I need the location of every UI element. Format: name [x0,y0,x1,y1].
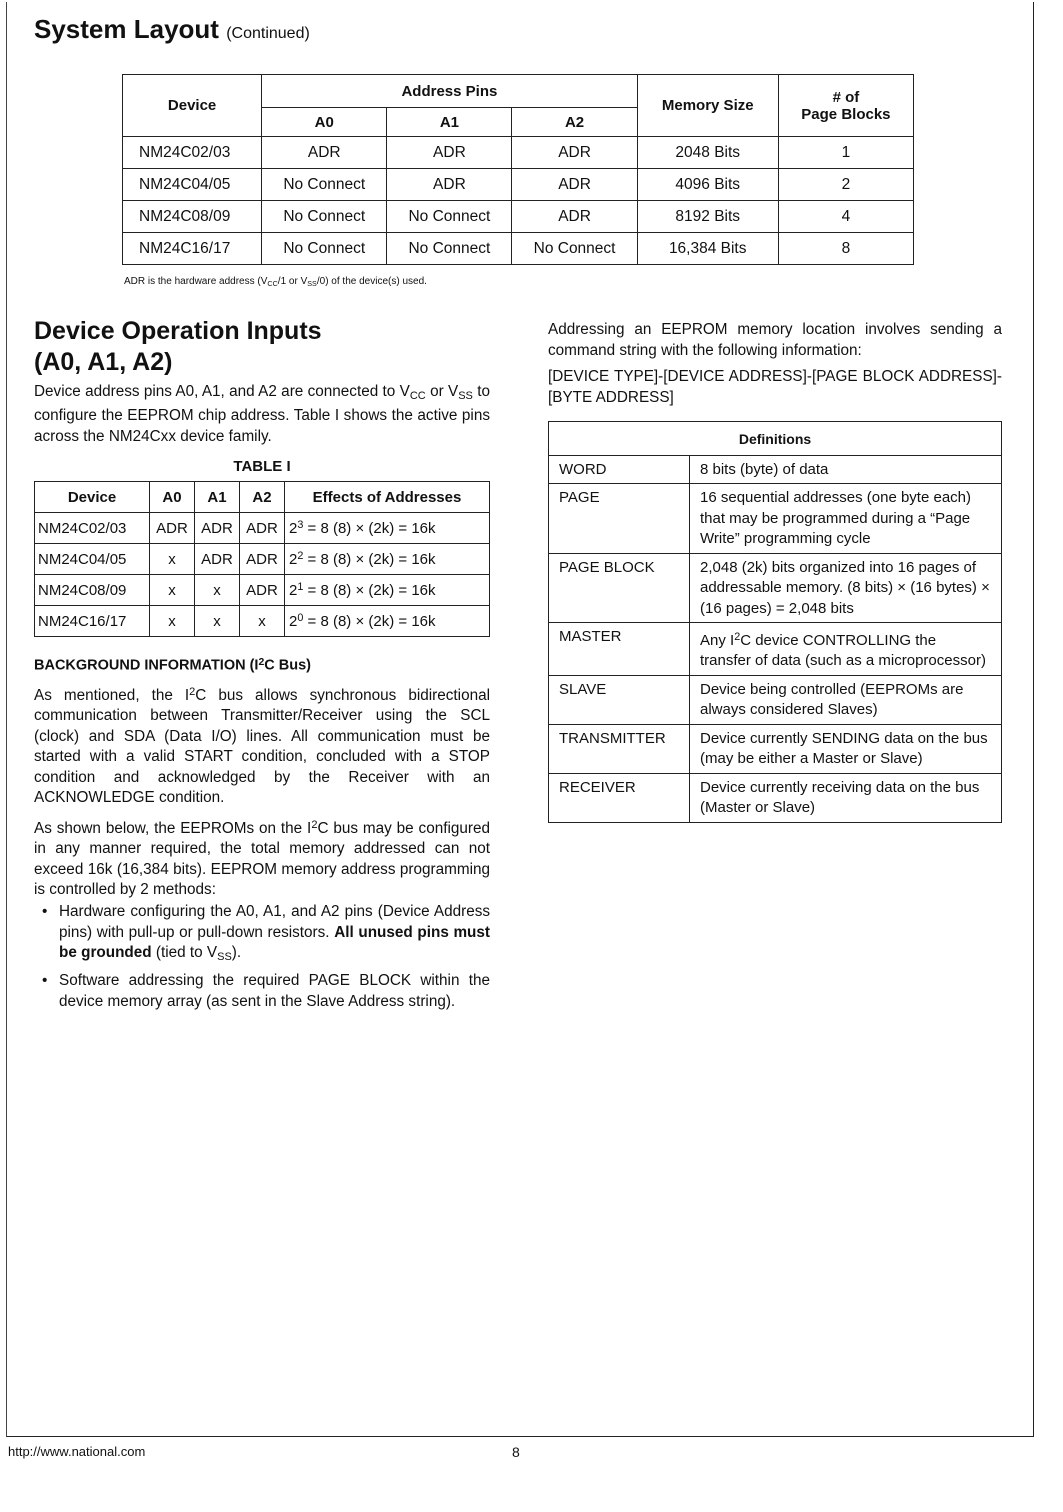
header-device: Device [123,75,262,137]
table-row: NM24C04/05 No Connect ADR ADR 4096 Bits 2 [123,169,914,201]
table-row: NM24C08/09 No Connect No Connect ADR 8192 Bits 4 [123,201,914,233]
table-row: RECEIVER Device currently receiving data on the bus (Master or Slave) [549,773,1002,822]
table-row: WORD 8 bits (byte) of data [549,455,1002,484]
table-row: SLAVE Device being controlled (EEPROMs are always considered Slaves) [549,675,1002,724]
table-footnote: ADR is the hardware address ($V_{CC}/1$ or $V_{SS}/0$) of the device(s) used. [124,276,427,288]
header-page-blocks: # of Page Blocks [778,75,913,137]
device-inputs-paragraph: Device address pins A0, A1, and A2 are connected to $V_{CC}$ or $V_{SS}$ to configure the EEPROM chip address. Table I shows the active pins across the NM24Cxx device family. [34,383,490,445]
header-address-pins: Address Pins [262,75,637,108]
table-row: NM24C16/17 No Connect No Connect No Connect 16,384 Bits 8 [123,233,914,265]
page-number: 8 [512,1444,520,1460]
list-item: • Hardware configuring the A0, A1, and A2 pins (Device Address pins) with pull-up or pull-down resistors. All unused pins must be grounded (tied to $V_{SS}$). [34,902,490,967]
table1-title: TABLE I [233,458,291,475]
table1: Device A0 A1 A2 Effects of Addresses NM24C02/03 ADR ADR ADR $2^3 = 8$ (8) × (2k) = 16k NM24C04/05 x ADR ADR $2^2 = 8$ (8) × (2k) = 16k NM24C08/09 x x ADR $2^1 = 8$ (8) × (2k) = 16k NM24C16/17 x x x $2^0 = 8$ (8) × (2k) = 16k [34,481,490,637]
header-a1: A1 [387,108,512,137]
methods-list [34,902,490,1016]
list-item: • Software addressing the required PAGE BLOCK within the device memory array (as sent in the Slave Address string). [34,971,490,1012]
table-row: TRANSMITTER Device currently SENDING data on the bus (may be either a Master or Slave) [549,724,1002,773]
background-heading: BACKGROUND INFORMATION ($I^2C$ Bus) [34,657,312,674]
table-row: PAGE 16 sequential addresses (one byte each) that may be programmed during a “Page Write” programming cycle [549,484,1002,554]
table-row: PAGE BLOCK 2,048 (2k) bits organized into 16 pages of addressable memory. (8 bits) × (16 bytes) × (16 pages) = 2,048 bits [549,553,1002,623]
definitions-table [548,421,1002,823]
table-row: NM24C02/03 ADR ADR ADR 2048 Bits 1 [123,137,914,169]
device-inputs-heading: Device Operation Inputs (A0, A1, A2) [34,317,322,376]
table-row: NM24C04/05 x ADR ADR $2^2 = 8$ (8) × (2k) = 16k [35,544,490,575]
header-memory-size: Memory Size [637,75,778,137]
definitions-title: Definitions [549,422,1002,456]
header-a0: A0 [262,108,387,137]
footer-url[interactable]: http://www.national.com [8,1444,146,1459]
background-paragraph-2: As shown below, the EEPROMs on the $I^2C$ bus may be configured in any manner required, the total memory addressed can not exceed 16k (16,384 bits). EEPROM memory address programming is controlled by 2 methods: [34,819,490,899]
table-row: MASTER Any $I^2C$ device CONTROLLING the transfer of data (such as a microprocessor) [549,623,1002,676]
table-row: NM24C02/03 ADR ADR ADR $2^3 = 8$ (8) × (2k) = 16k [35,513,490,544]
addressing-paragraph: Addressing an EEPROM memory location involves sending a command string with the following information: [548,321,1002,359]
background-paragraph-1: As mentioned, the $I^2C$ bus allows synchronous bidirectional communication between Transmitter/Receiver using the SCL (clock) and SDA (Data I/O) lines. All communication must be started with a valid START condition, concluded with a STOP condition and acknowledged by the Receiver with an ACKNOWLEDGE condition. [34,686,490,807]
system-layout-table [122,74,914,265]
header-a2: A2 [512,108,637,137]
table-row: NM24C08/09 x x ADR $2^1 = 8$ (8) × (2k) = 16k [35,575,490,606]
title-suffix: (Continued) [226,25,310,42]
table-row: NM24C16/17 x x x $2^0 = 8$ (8) × (2k) = 16k [35,606,490,637]
section-title: System Layout (Continued) [34,14,310,44]
command-string: [DEVICE TYPE]-[DEVICE ADDRESS]-[PAGE BLOCK ADDRESS]-[BYTE ADDRESS] [548,368,1002,406]
